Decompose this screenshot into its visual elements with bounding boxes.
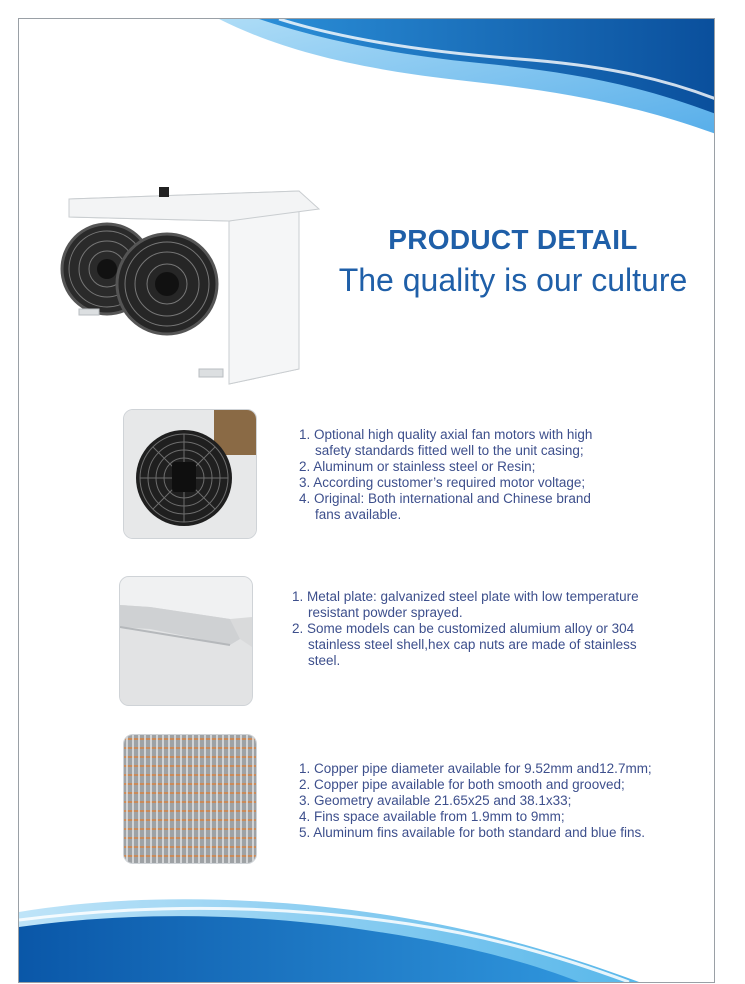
hero-product-image (49, 169, 339, 399)
coil-image (123, 734, 257, 864)
casing-features-list (292, 589, 712, 669)
page-subtitle: The quality is our culture (338, 262, 688, 298)
title-block (313, 224, 713, 299)
list-item: 1. Optional high quality axial fan motors with high (299, 427, 593, 442)
list-item: resistant powder sprayed. (308, 605, 463, 620)
list-item: 1. Copper pipe diameter available for 9.52mm and12.7mm; (299, 761, 652, 776)
list-item: 5. Aluminum fins available for both standard and blue fins. (299, 825, 645, 840)
list-item: stainless steel shell,hex cap nuts are made of stainless (308, 637, 637, 652)
list-item: fans available. (315, 507, 402, 522)
list-item: 4. Original: Both international and Chinese brand (299, 491, 591, 506)
page-title: PRODUCT DETAIL (388, 224, 638, 255)
list-item: 2. Aluminum or stainless steel or Resin; (299, 459, 536, 474)
page-frame (18, 18, 715, 983)
list-item: safety standards fitted well to the unit casing; (315, 443, 584, 458)
top-wave-decoration (19, 19, 715, 149)
list-item: 2. Copper pipe available for both smooth and grooved; (299, 777, 625, 792)
bottom-wave-decoration (19, 872, 715, 982)
list-item: 1. Metal plate: galvanized steel plate with low temperature (292, 589, 639, 604)
casing-image (119, 576, 253, 706)
list-item: 4. Fins space available from 1.9mm to 9mm; (299, 809, 565, 824)
list-item: 3. Geometry available 21.65x25 and 38.1x33; (299, 793, 572, 808)
fan-motor-image (123, 409, 257, 539)
list-item: 3. According customer’s required motor voltage; (299, 475, 586, 490)
list-item: steel. (308, 653, 341, 668)
fan-features-list (299, 427, 679, 523)
list-item: 2. Some models can be customized alumium alloy or 304 (292, 621, 635, 636)
coil-features-list (299, 761, 709, 841)
